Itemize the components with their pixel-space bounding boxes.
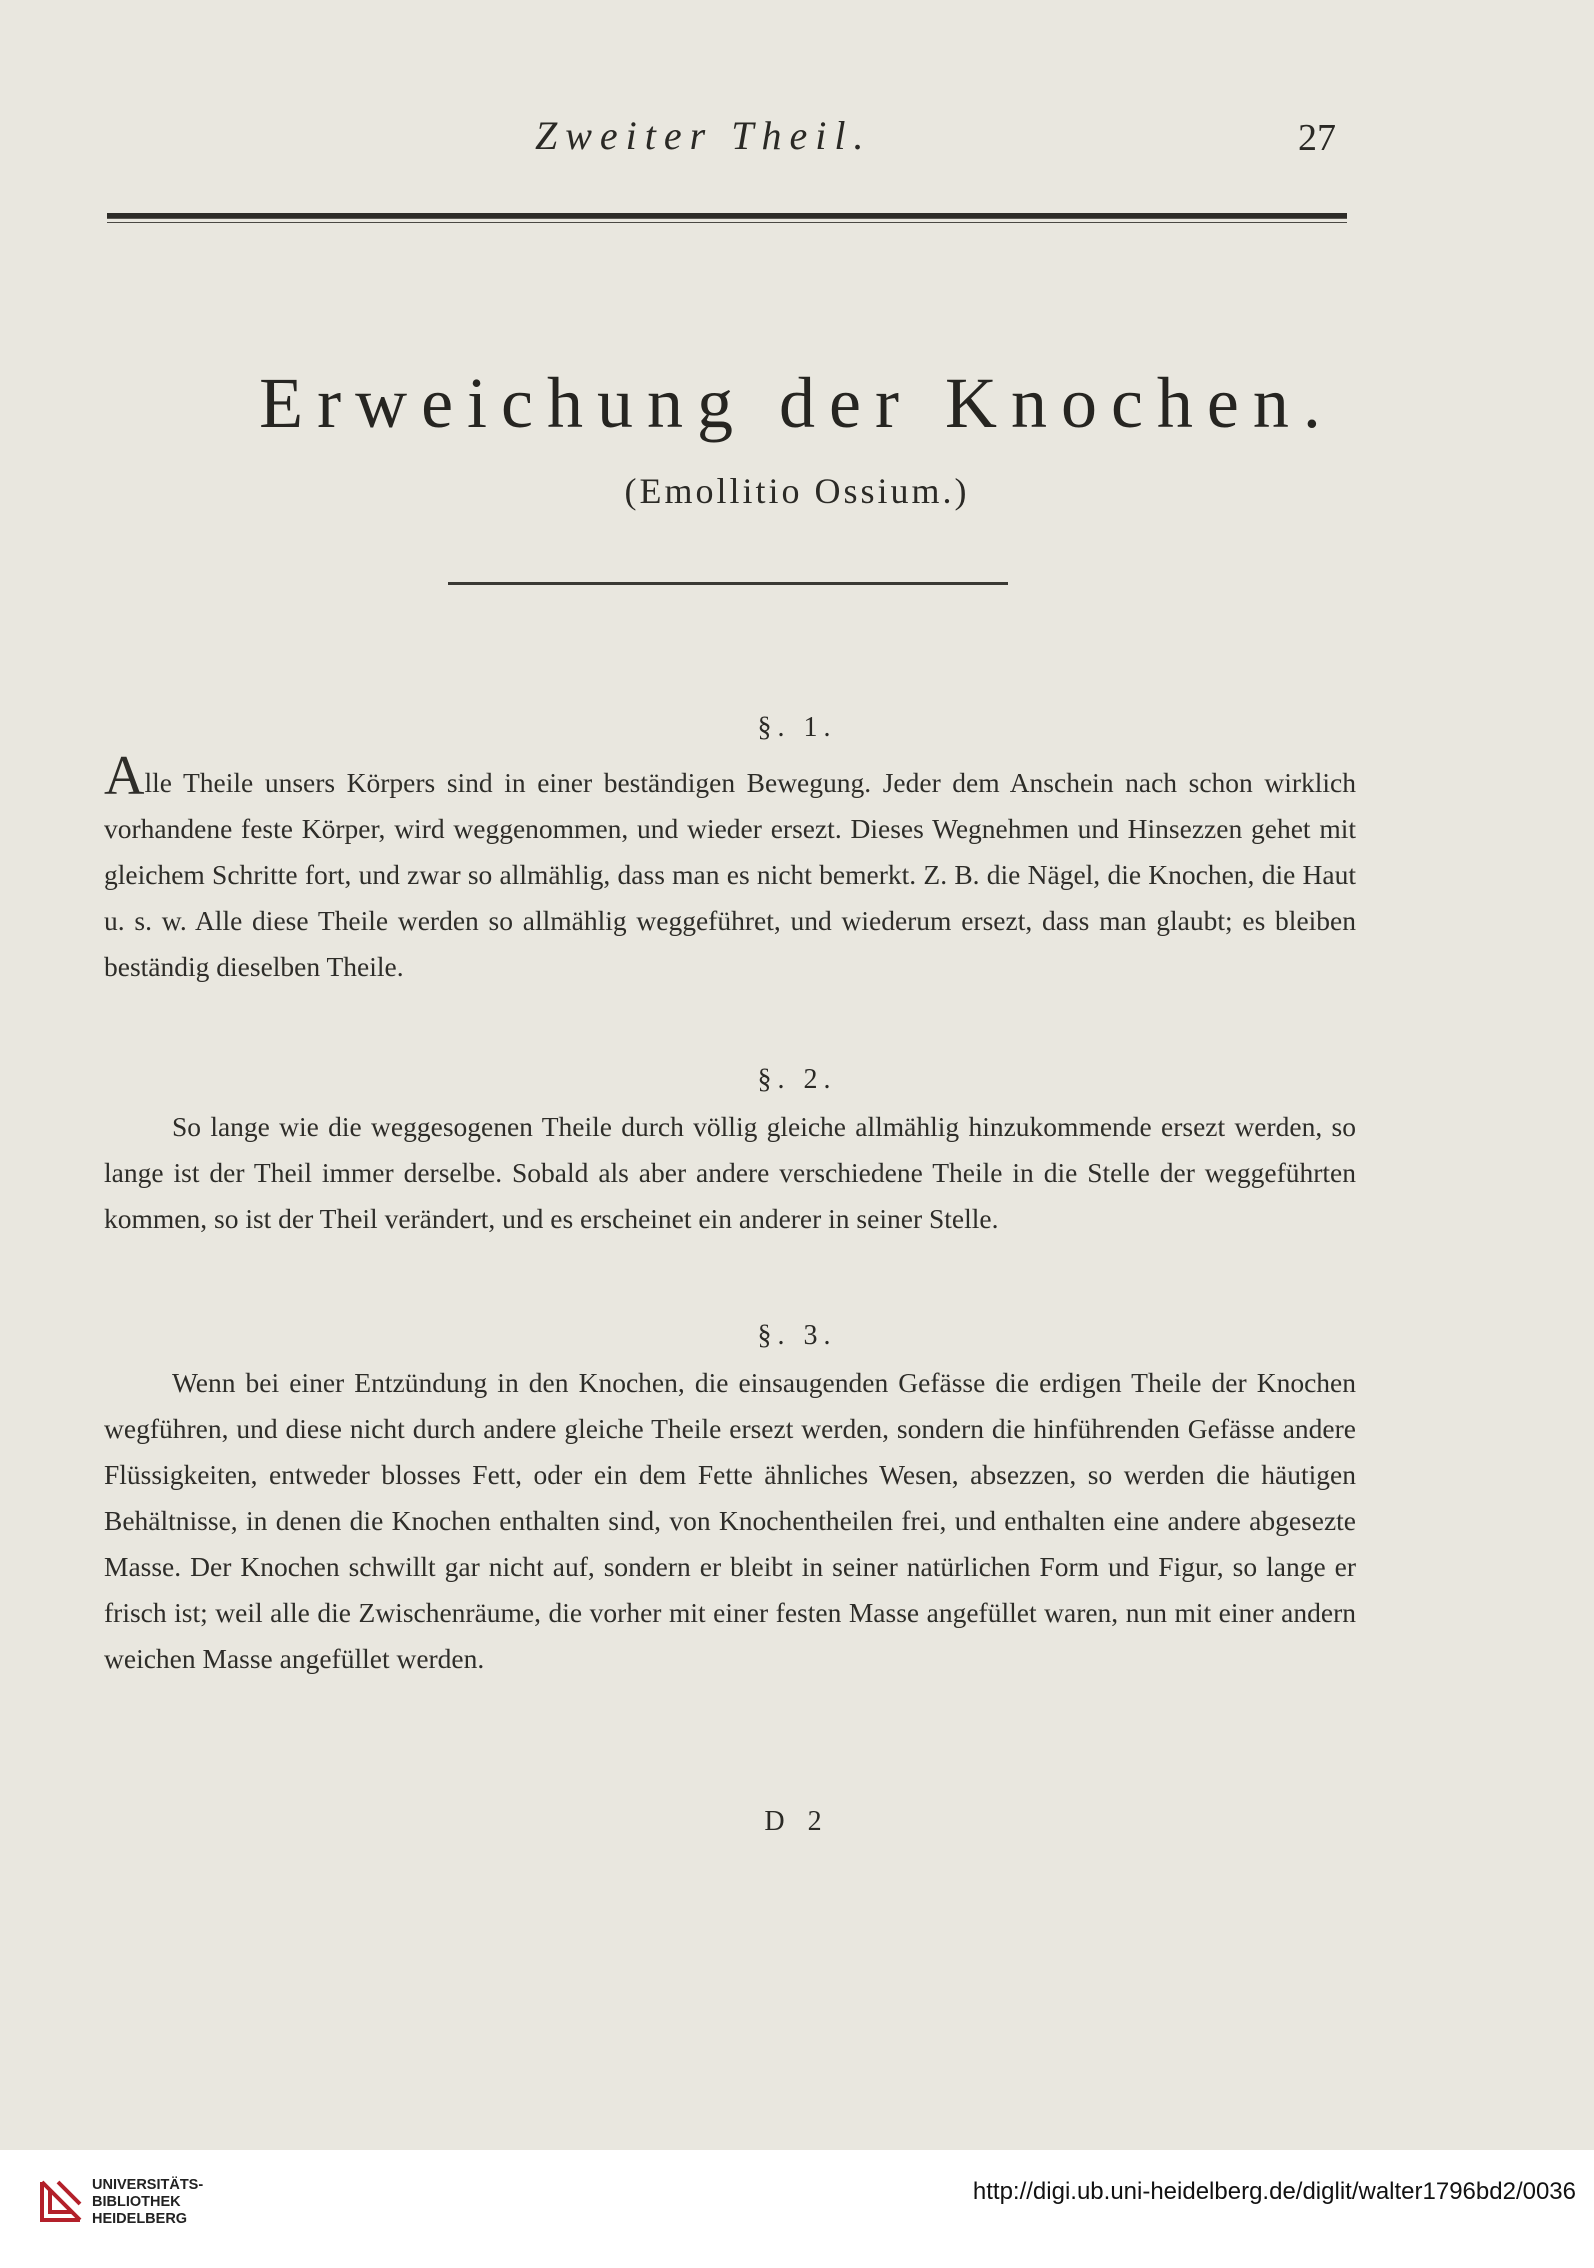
library-name — [92, 2177, 203, 2228]
library-logo-icon — [38, 2178, 84, 2224]
page-number: 27 — [1298, 117, 1336, 159]
printer-signature: D 2 — [764, 1806, 830, 1837]
library-name-line-3: HEIDELBERG — [92, 2211, 188, 2227]
section-text-3: Wenn bei einer Entzündung in den Knochen, die einsaugenden Gefässe die erdigen Theile der Knochen wegführen, und diese nicht durch andere gleiche Theile ersezt werden, sondern die hinführenden Gefässe andere Flüssigkeiten, entweder blosses Fett, oder ein dem Fette ähnliches Wesen, absezzen, so werden die häutigen Behältnisse, in denen die Knochen enthalten sind, von Knochentheilen frei, und enthalten eine andere abgesezte Masse. Der Knochen schwillt gar nicht auf, sondern er bleibt in seiner natürlichen Form und Figur, so lange er frisch ist; weil alle die Zwischenräume, die vorher mit einer festen Masse angefüllet waren, nun mit einer andern weichen Masse angefüllet werden. — [104, 1367, 1356, 1674]
section-mark-3: §. 3. — [757, 1320, 837, 1351]
section-paragraph-1 — [104, 745, 1356, 990]
running-title: Zweiter Theil. — [535, 113, 872, 158]
section-mark-1: §. 1. — [757, 712, 837, 743]
permalink-url[interactable]: http://digi.ub.uni-heidelberg.de/diglit/walter1796bd2/0036 — [972, 2178, 1576, 2205]
digitization-footer — [0, 2150, 1594, 2268]
section-text-1: lle Theile unsers Körpers sind in einer beständigen Bewegung. Jeder dem Anschein nach schon wirklich vorhandene feste Körper, wird weggenommen, und wieder ersezt. Dieses Wegnehmen und Hinsezzen gehet mit gleichem Schritte fort, und zwar so allmählig, dass man es nicht bemerkt. Z. B. die Nägel, die Knochen, die Haut u. s. w. Alle diese Theile werden so allmählig weggeführet, und wiederum ersezt, dass man glaubt; es bleiben beständig dieselben Theile. — [104, 767, 1356, 982]
library-name-line-2: BIBLIOTHEK — [92, 2194, 181, 2210]
section-paragraph-2 — [104, 1104, 1356, 1242]
section-paragraph-3 — [104, 1360, 1356, 1682]
section-mark-2: §. 2. — [757, 1064, 837, 1095]
chapter-title: Erweichung der Knochen. — [259, 363, 1335, 443]
chapter-subtitle-latin: (Emollitio Ossium.) — [624, 471, 970, 511]
header-rule — [107, 213, 1347, 219]
title-rule — [448, 582, 1008, 585]
running-head — [0, 112, 1594, 172]
section-text-2: So lange wie die weggesogenen Theile durch völlig gleiche allmählig hinzukommende ersezt werden, so lange ist der Theil immer derselbe. Sobald als aber andere verschiedene Theile in die Stelle der weggeführten kommen, so ist der Theil verändert, und es erscheinet ein anderer in seiner Stelle. — [104, 1111, 1356, 1234]
header-rule-thin — [107, 222, 1347, 223]
initial-letter: A — [104, 745, 145, 807]
library-name-line-1: UNIVERSITÄTS- — [92, 2177, 204, 2193]
